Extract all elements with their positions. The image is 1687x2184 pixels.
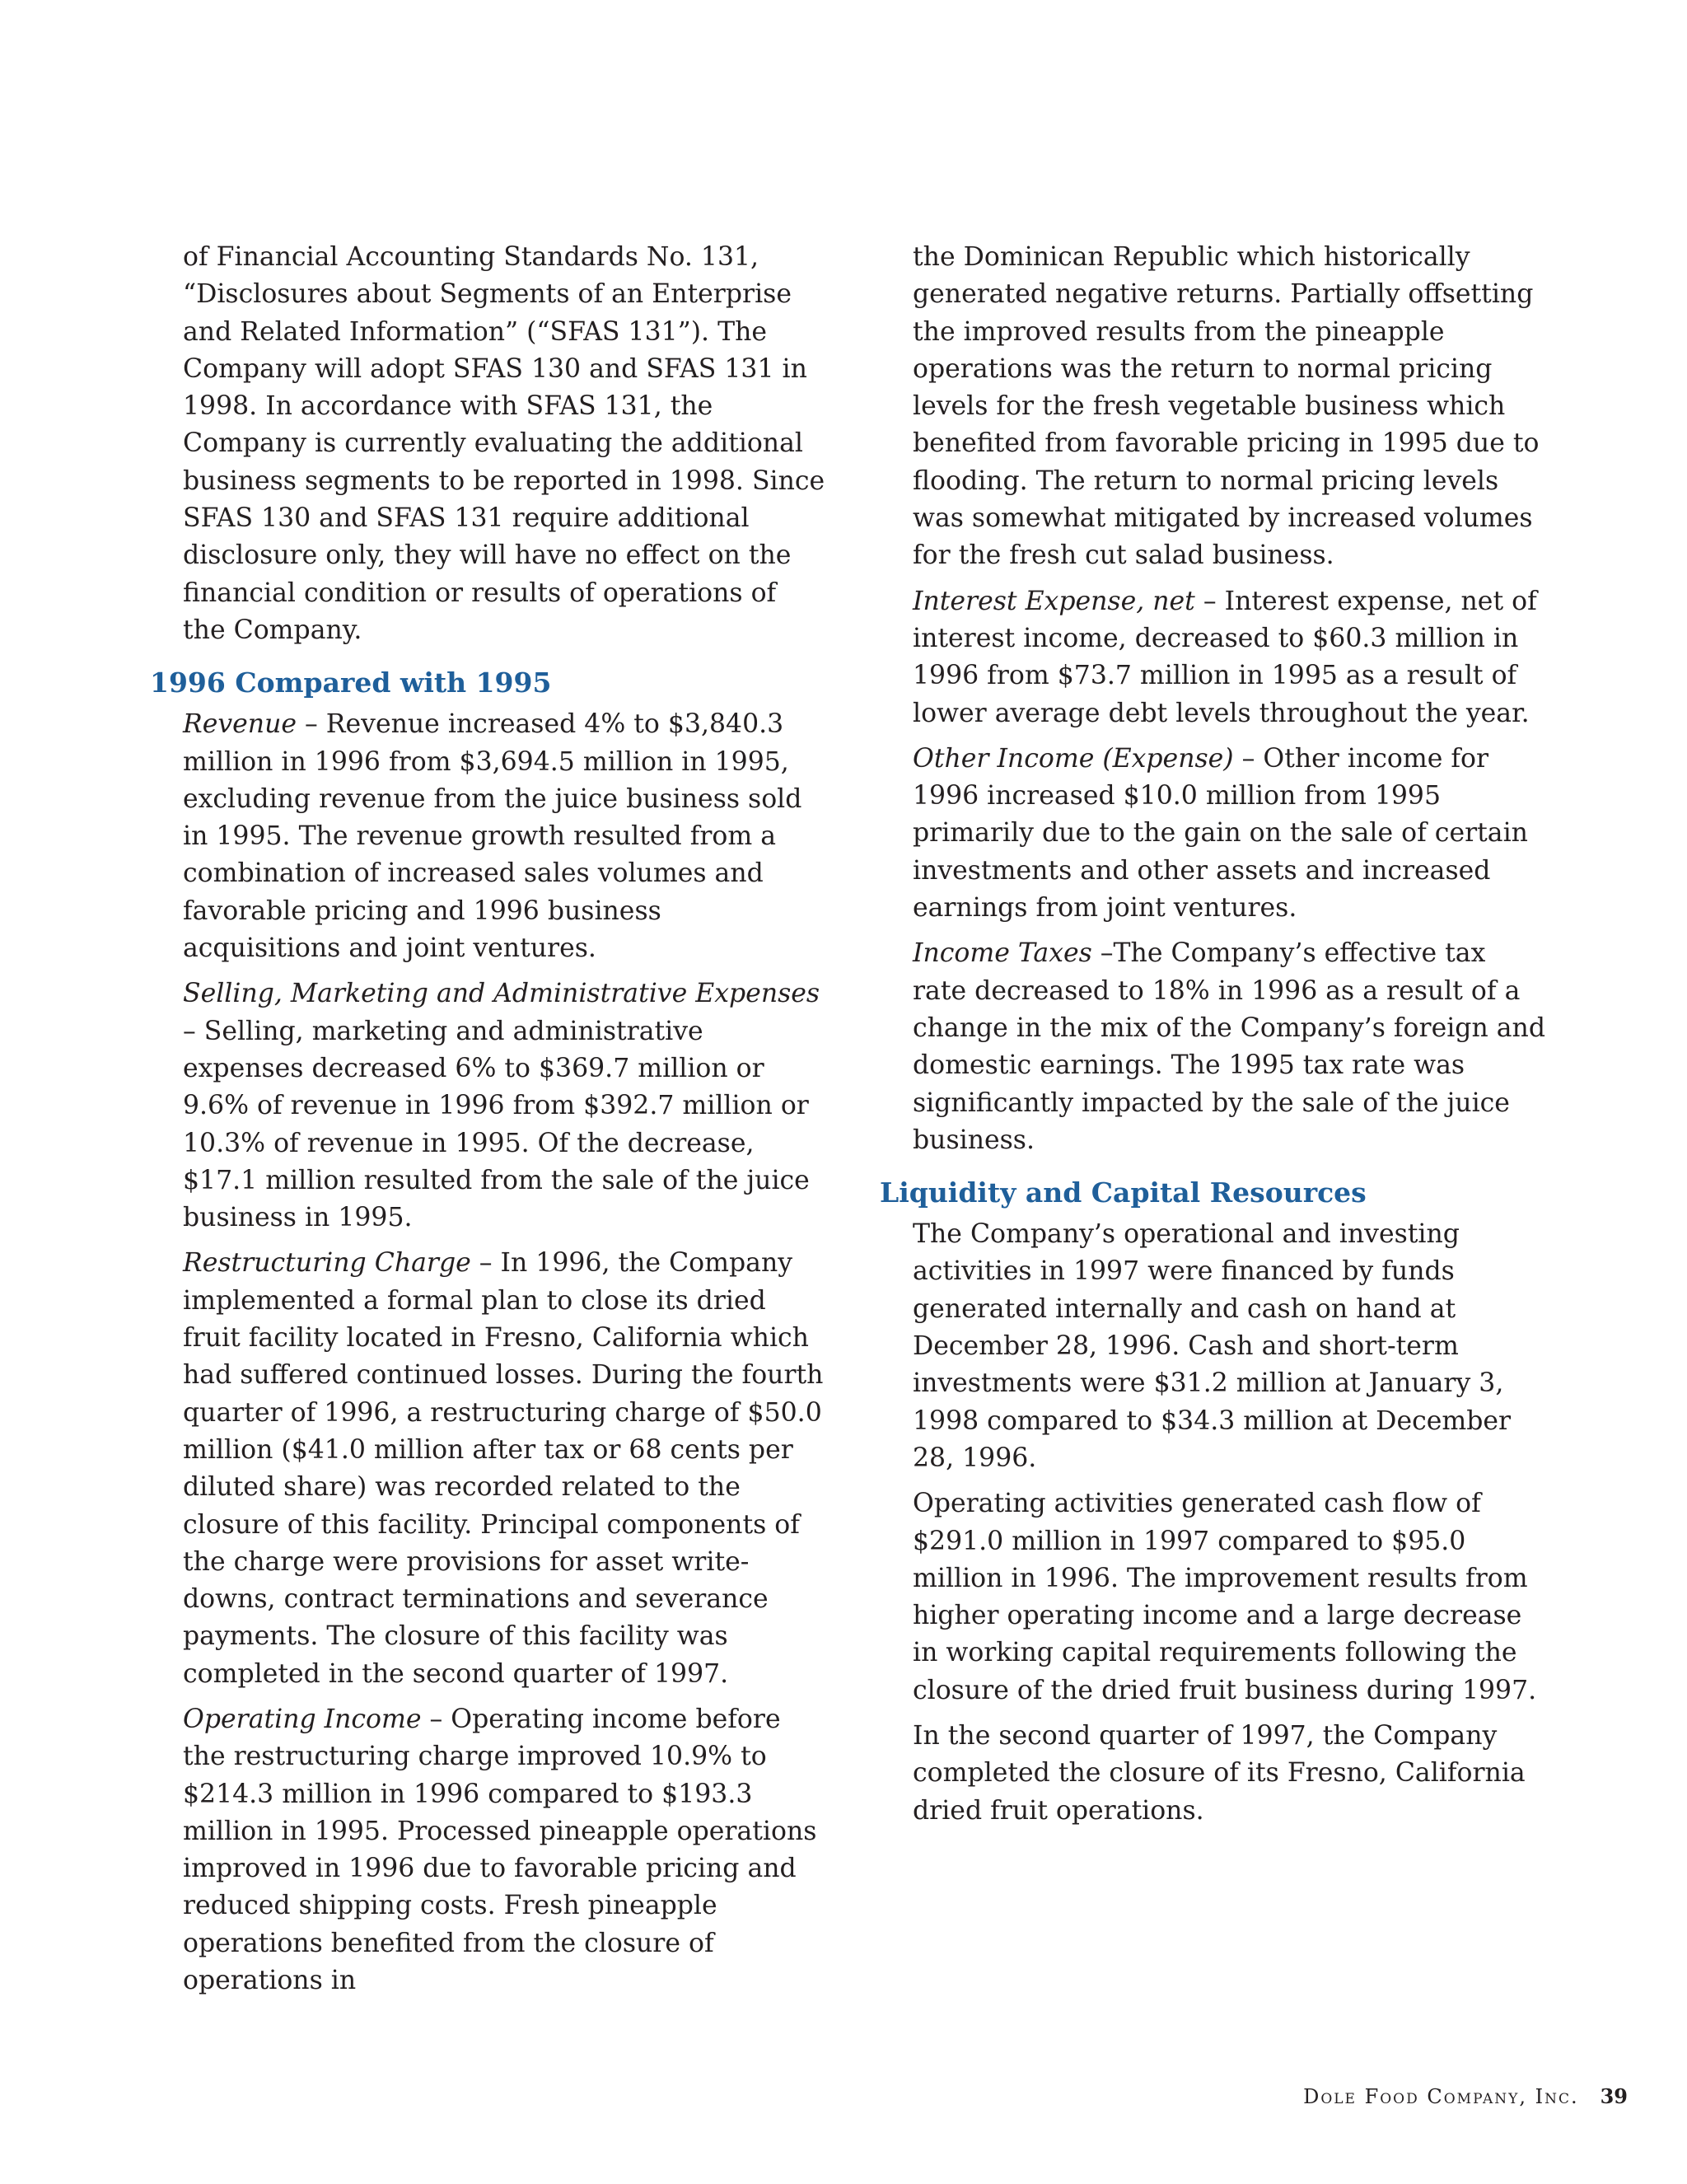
continued-paragraph: the Dominican Republic which historically generated negative returns. Partially offsetting the improved results from the pineapple operations was the return to normal pricing levels for the fresh vegetable business which benefited from favorable pricing in 1995 due to flooding. The return to normal pricing levels was somewhat mitigated by increased volumes for the fresh cut salad business. bbox=[913, 242, 1540, 571]
paragraph-lead: Restructuring Charge bbox=[183, 1248, 471, 1279]
paragraph-lead: Other Income (Expense) bbox=[913, 743, 1234, 774]
paragraph-lead: Revenue bbox=[183, 709, 297, 740]
revenue-paragraph: Revenue – Revenue increased 4% to $3,840.3 million in 1996 from $3,694.5 million in 1995, excluding revenue from the juice business sold in 1995. The revenue growth resulted from a combination of increased sales volumes and favorable pricing and 1996 business acquisitions and joint ventures. bbox=[183, 709, 802, 964]
left-column bbox=[150, 239, 825, 2008]
restructuring-paragraph: Restructuring Charge – In 1996, the Company implemented a formal plan to close its dried fruit facility located in Fresno, California which had suffered continued losses. During the fourth quarter of 1996, a restructuring charge of $50.0 million ($41.0 million after tax or 68 cents per diluted share) was recorded related to the closure of this facility. Principal components of the charge were provisions for asset write-downs, contract terminations and severance payments. The closure of this facility was completed in the second quarter of 1997. bbox=[183, 1248, 824, 1689]
income-taxes-paragraph: Income Taxes –The Company’s effective tax rate decreased to 18% in 1996 as a result of a change in the mix of the Company’s foreign and domestic earnings. The 1995 tax rate was significantly impacted by the sale of the juice business. bbox=[913, 938, 1545, 1155]
liquidity-paragraph-3: In the second quarter of 1997, the Company completed the closure of its Fresno, California dried fruit operations. bbox=[913, 1720, 1526, 1826]
right-column bbox=[880, 239, 1547, 1838]
company-name: Dole Food Company, Inc. bbox=[1303, 2085, 1579, 2108]
paragraph-lead: Income Taxes bbox=[913, 938, 1092, 969]
interest-expense-paragraph: Interest Expense, net – Interest expense, net of interest income, decreased to $60.3 million in 1996 from $73.7 million in 1995 as a result of lower average debt levels throughout the year. bbox=[913, 586, 1537, 728]
section-heading-1996: 1996 Compared with 1995 bbox=[150, 666, 552, 699]
operating-income-paragraph: Operating Income – Operating income before the restructuring charge improved 10.9% to $214.3 million in 1996 compared to $193.3 million in 1995. Processed pineapple operations improved in 1996 due to favorable pricing and reduced shipping costs. Fresh pineapple operations benefited from the closure of operations in bbox=[183, 1704, 817, 1996]
section-heading-liquidity: Liquidity and Capital Resources bbox=[880, 1176, 1367, 1209]
page-number: 39 bbox=[1600, 2084, 1628, 2108]
liquidity-paragraph-2: Operating activities generated cash flow of $291.0 million in 1997 compared to $95.0 million in 1996. The improvement results from higher operating income and a large decrease in working capital requirements following the closure of the dried fruit business during 1997. bbox=[913, 1489, 1537, 1705]
other-income-paragraph: Other Income (Expense) – Other income for 1996 increased $10.0 million from 1995 primarily due to the gain on the sale of certain investments and other assets and increased earnings from joint ventures. bbox=[913, 743, 1528, 924]
sga-paragraph: Selling, Marketing and Administrative Expenses – Selling, marketing and administrative expenses decreased 6% to $369.7 million or 9.6% of revenue in 1996 from $392.7 million or 10.3% of revenue in 1995. Of the decrease, $17.1 million resulted from the sale of the juice business in 1995. bbox=[183, 979, 820, 1233]
intro-paragraph: of Financial Accounting Standards No. 131, “Disclosures about Segments of an Enterprise and Related Information” (“SFAS 131”). The Company will adopt SFAS 130 and SFAS 131 in 1998. In accordance with SFAS 131, the Company is currently evaluating the additional business segments to be reported in 1998. Since SFAS 130 and SFAS 131 require additional disclosure only, they will have no effect on the financial condition or results of operations of the Company. bbox=[183, 242, 825, 645]
liquidity-paragraph-1: The Company’s operational and investing activities in 1997 were financed by funds generated internally and cash on hand at December 28, 1996. Cash and short-term investments were $31.2 million at January 3, 1998 compared to $34.3 million at December 28, 1996. bbox=[913, 1219, 1512, 1473]
page-footer bbox=[1303, 2084, 1628, 2108]
paragraph-lead: Selling, Marketing and Administrative Expenses bbox=[183, 979, 820, 1009]
paragraph-lead: Interest Expense, net bbox=[913, 586, 1195, 616]
paragraph-lead: Operating Income bbox=[183, 1704, 422, 1734]
